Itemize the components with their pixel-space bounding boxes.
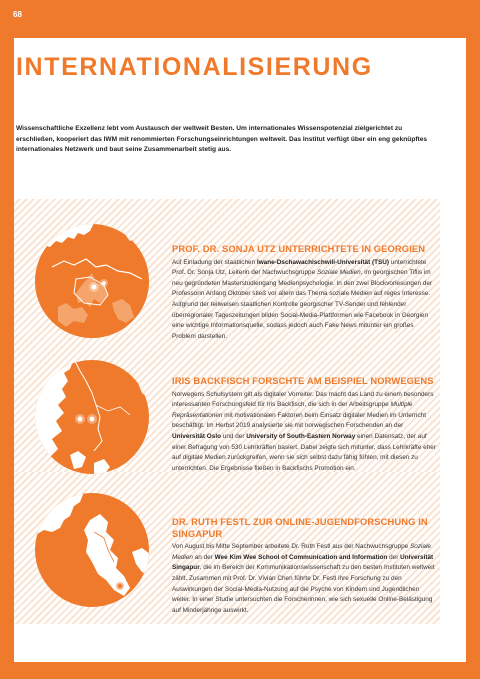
bold-text: Iwane-Dschawachischwili-Universität (TSU)	[256, 258, 390, 266]
georgia-map-icon	[34, 223, 150, 339]
text-run: der	[387, 553, 401, 561]
intro-paragraph: Wissenschaftliche Exzellenz lebt vom Austausch der weltweit Besten. Um internationales Wissenspotenzial zielgerichtet zu erschließen, kooperiert das IWM mit renommierten Forschungseinrichtungen weltweit. Das Institut verfügt über ein eng geknüpftes internationales Netzwerk und baut seine Zusammenarbeit stetig aus.	[16, 125, 428, 154]
section-heading: DR. RUTH FESTL ZUR ONLINE-JUGENDFORSCHUNG IN SINGAPUR	[172, 516, 428, 539]
section-heading: PROF. DR. SONJA UTZ UNTERRICHTETE IN GEORGIEN	[172, 243, 426, 254]
section-body	[172, 542, 436, 616]
text-run: Norwegens Schulsystem gilt als digitaler Vorreiter. Das macht das Land zu einem besonders interessanten Forschungsfeld für Iris Backfisch, die sich in der Arbeitsgruppe	[172, 390, 434, 409]
bold-text: Wee Kim Wee School of Communication and Information	[214, 553, 388, 561]
section-body	[172, 258, 436, 343]
text-run: unterrichtete Prof. Dr. Sonja Utz, Leiterin der Nachwuchsgruppe	[172, 258, 427, 277]
italic-text: Soziale Medien	[316, 269, 361, 277]
text-run: , im georgischen Tiflis im neu gegründeten Masterstudiengang Medienpsychologie. In den zwei Blockvorlesungen der Professorin Anfang Oktober stieß vor allem das Thema soziale Medien auf reges Interesse. Aufgrund der teilweisen staatlichen Kontrolle georgischer TV-Sender und fehlender überregionaler Tageszeitungen bilden Social-Media-Plattformen wie Facebook in Georgien eine wichtige Informationsquelle, sodass jedoch auch Fake News mitunter ein großes Problem darstellen.	[172, 269, 433, 340]
page-number: 68	[13, 10, 22, 19]
text-run: Auf Einladung der staatlichen	[172, 258, 257, 266]
text-run: einen Datensatz, der auf einer Befragung von 530 Lehrkräften basiert. Dabei zeigte sich mitunter, dass Lehrkräfte eher auf digitale Medien zurückgreifen, wenn sie sich selbst dazu fähig fühlen, mit diesen zu unterrichten. Die Ergebnisse fließen in Backfischs Promotion ein.	[172, 432, 436, 472]
bold-text: Universität Singapur	[172, 553, 434, 572]
text-run: mit motivationalen Faktoren beim Einsatz digitaler Medien im Unterricht beschäftigt. Im Herbst 2019 analysierte sie mit norwegischen Forschenden an der	[172, 411, 426, 430]
text-run: an der	[192, 553, 215, 561]
section-body	[172, 390, 436, 475]
text-run: und der	[221, 432, 247, 440]
bold-text: Universität Oslo	[172, 432, 222, 440]
italic-text: Soziale Medien	[172, 543, 431, 561]
singapore-map-icon	[34, 492, 150, 608]
page-title: INTERNATIONALISIERUNG	[16, 53, 373, 81]
text-run: Von August bis Mitte September arbeitete Dr. Ruth Festl aus der Nachwuchsgruppe	[172, 543, 410, 551]
bold-text: University of South-Eastern Norway	[246, 432, 356, 440]
section-heading: IRIS BACKFISCH FORSCHTE AM BEISPIEL NORWEGENS	[172, 375, 434, 386]
norway-map-icon	[34, 359, 150, 475]
section-singapore	[14, 472, 440, 624]
italic-text: Multiple Repräsentationen	[172, 401, 413, 419]
text-run: , die im Bereich der Kommunikationswissenschaft zu den besten Instituten weltweit zählt. Zusammen mit Prof. Dr. Vivian Chen führte Dr. Festl ihre Forschung zu den Auswirkungen der Social-Media-Nutzung auf die Psyche von Kindern und Jugendlichen weiter. In einer Studie untersuchten die Forscherinnen, wie sich sexuelle Online-Belästigung auf Minderjährige auswirkt.	[172, 564, 435, 614]
